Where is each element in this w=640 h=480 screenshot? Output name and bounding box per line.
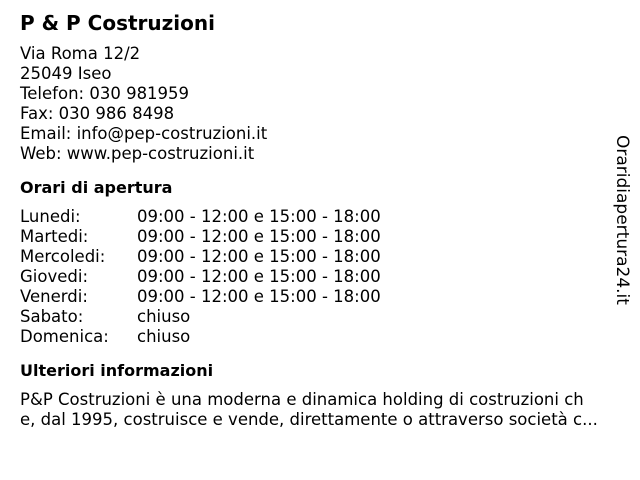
info-description bbox=[20, 390, 610, 430]
business-name: P & P Costruzioni bbox=[20, 11, 215, 35]
hours-day: Mercoledi: bbox=[20, 247, 106, 266]
hours-day: Martedi: bbox=[20, 227, 89, 246]
contact-block bbox=[20, 44, 610, 164]
brand-watermark bbox=[612, 135, 636, 310]
hours-time: 09:00 - 12:00 e 15:00 - 18:00 bbox=[137, 287, 381, 306]
hours-table bbox=[20, 207, 610, 347]
hours-time: 09:00 - 12:00 e 15:00 - 18:00 bbox=[137, 267, 381, 286]
hours-time: 09:00 - 12:00 e 15:00 - 18:00 bbox=[137, 207, 381, 226]
hours-row-monday bbox=[20, 207, 610, 227]
info-text-line: e, dal 1995, costruisce e vende, direttamente o attraverso società c... bbox=[20, 410, 598, 429]
fax-number: Fax: 030 986 8498 bbox=[20, 104, 175, 123]
website-address: Web: www.pep-costruzioni.it bbox=[20, 144, 255, 163]
hours-time: 09:00 - 12:00 e 15:00 - 18:00 bbox=[137, 227, 381, 246]
email-address: Email: info@pep-costruzioni.it bbox=[20, 124, 268, 143]
hours-time: 09:00 - 12:00 e 15:00 - 18:00 bbox=[137, 247, 381, 266]
hours-day: Giovedi: bbox=[20, 267, 88, 286]
hours-heading: Orari di apertura bbox=[20, 178, 173, 197]
address-street: Via Roma 12/2 bbox=[20, 44, 141, 63]
info-heading: Ulteriori informazioni bbox=[20, 361, 214, 380]
hours-row-saturday bbox=[20, 307, 610, 327]
info-text-line: P&P Costruzioni è una moderna e dinamica holding di costruzioni ch bbox=[20, 390, 584, 409]
hours-row-friday bbox=[20, 287, 610, 307]
address-city: 25049 Iseo bbox=[20, 64, 112, 83]
hours-time: chiuso bbox=[137, 307, 191, 326]
hours-row-thursday bbox=[20, 267, 610, 287]
phone-number: Telefon: 030 981959 bbox=[20, 84, 190, 103]
hours-day: Domenica: bbox=[20, 327, 109, 346]
hours-day: Sabato: bbox=[20, 307, 84, 326]
hours-row-sunday bbox=[20, 327, 610, 347]
business-card bbox=[20, 10, 610, 430]
brand-watermark-text: Oraridiapertura24.it bbox=[612, 135, 632, 305]
hours-time: chiuso bbox=[137, 327, 191, 346]
hours-row-tuesday bbox=[20, 227, 610, 247]
hours-day: Lunedi: bbox=[20, 207, 81, 226]
hours-row-wednesday bbox=[20, 247, 610, 267]
hours-day: Venerdi: bbox=[20, 287, 88, 306]
